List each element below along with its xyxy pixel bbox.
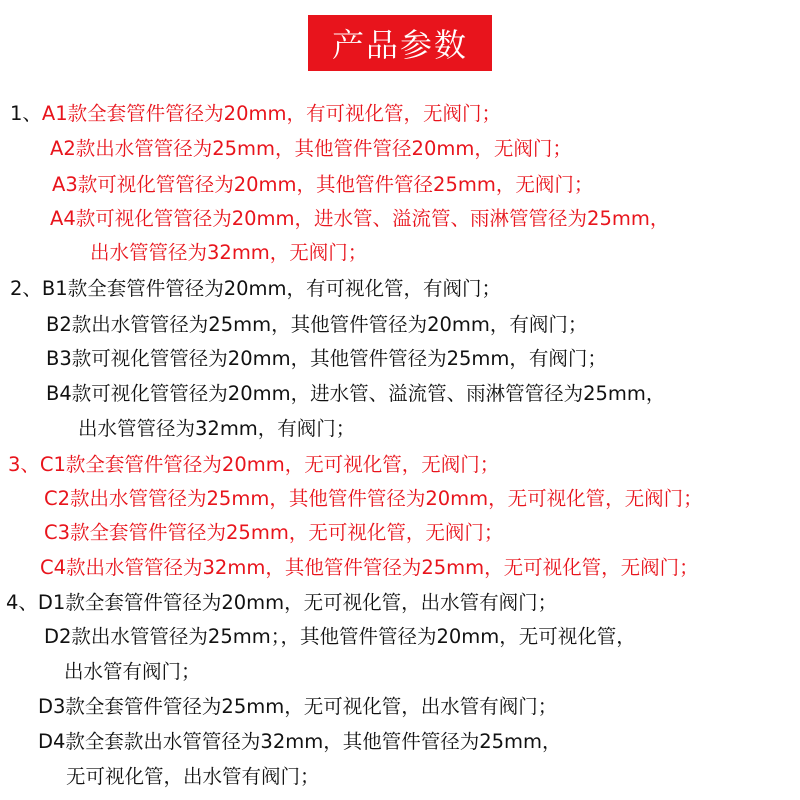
- page-title: 产品参数: [331, 26, 468, 64]
- spec-line-c2: C2款出水管管径为25mm，其他管件管径为20mm，无可视化管，无阀门；: [44, 487, 703, 510]
- spec-line-d4-cont: 无可视化管，出水管有阀门；: [66, 765, 320, 788]
- spec-line-b3: B3款可视化管管径为20mm，其他管件管径为25mm，有阀门；: [46, 347, 607, 370]
- spec-line-d3: D3款全套管件管径为25mm，无可视化管，出水管有阀门；: [38, 695, 558, 718]
- spec-line-a1-text: [10, 102, 501, 125]
- spec-line-a4-cont: 出水管管径为32mm，无阀门；: [90, 241, 368, 264]
- spec-line-a4: A4款可视化管管径为20mm，进水管、溢流管、雨淋管管径为25mm，: [50, 207, 670, 230]
- spec-line-b1: 2、B1款全套管件管径为20mm，有可视化管，有阀门；: [10, 277, 501, 300]
- spec-line-a3: A3款可视化管管径为20mm，其他管件管径25mm，无阀门；: [52, 173, 594, 196]
- spec-line-a1: [10, 101, 501, 127]
- spec-line-b2: B2款出水管管径为25mm，其他管件管径为20mm，有阀门；: [46, 313, 588, 336]
- title-banner: [308, 15, 492, 71]
- spec-line-c3: C3款全套管件管径为25mm，无可视化管，无阀门；: [44, 521, 504, 544]
- spec-line-a1-number: 1、: [10, 102, 42, 125]
- spec-line-d1: 4、D1款全套管件管径为20mm，无可视化管，出水管有阀门；: [6, 591, 558, 614]
- spec-line-a2: A2款出水管管径为25mm，其他管件管径20mm，无阀门；: [50, 137, 572, 160]
- spec-line-c4: C4款出水管管径为32mm，其他管件管径为25mm，无可视化管，无阀门；: [40, 556, 699, 579]
- spec-line-b4-cont: 出水管管径为32mm，有阀门；: [78, 417, 356, 440]
- spec-line-d4: D4款全套款出水管管径为32mm，其他管件管径为25mm，: [38, 730, 562, 753]
- spec-line-a1-body: A1款全套管件管径为20mm，有可视化管，无阀门；: [41, 102, 501, 125]
- spec-line-d2: D2款出水管管径为25mm；，其他管件管径为20mm，无可视化管，: [44, 625, 636, 648]
- spec-line-d2-cont: 出水管有阀门；: [64, 660, 201, 683]
- spec-line-b4: B4款可视化管管径为20mm，进水管、溢流管、雨淋管管径为25mm，: [46, 382, 666, 405]
- spec-line-c1: 3、C1款全套管件管径为20mm，无可视化管，无阀门；: [8, 453, 500, 476]
